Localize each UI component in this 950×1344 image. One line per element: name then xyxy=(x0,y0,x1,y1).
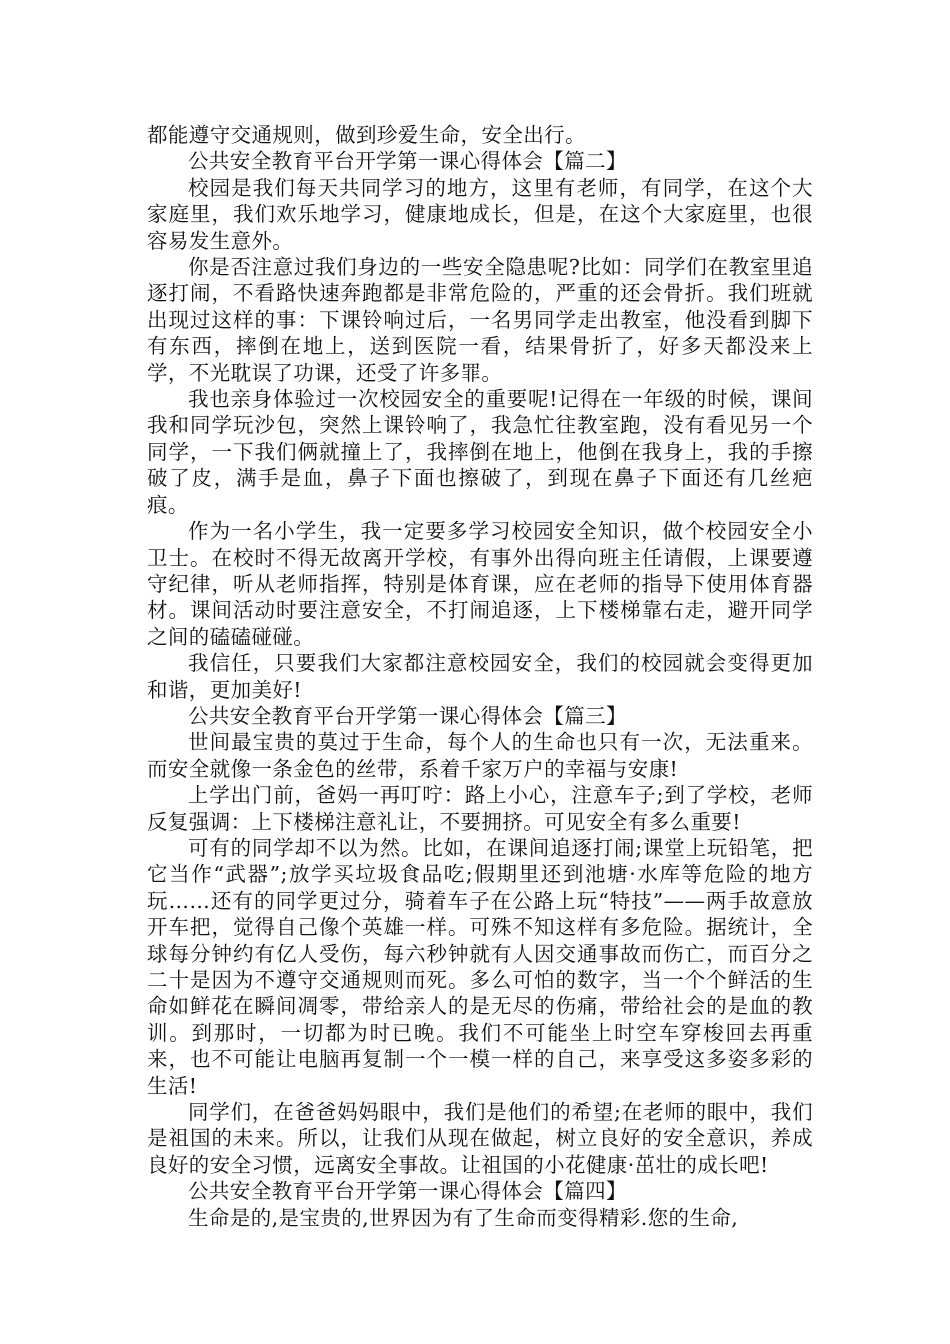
paragraph: 校园是我们每天共同学习的地方，这里有老师，有同学，在这个大家庭里，我们欢乐地学习，健康地成长，但是，在这个大家庭里，也很容易发生意外。 xyxy=(147,175,813,253)
paragraph: 世间最宝贵的莫过于生命，每个人的生命也只有一次，无法重来。而安全就像一条金色的丝带，系着千家万户的幸福与安康! xyxy=(147,730,813,781)
paragraph: 生命是的,是宝贵的,世界因为有了生命而变得精彩.您的生命, xyxy=(188,1205,739,1230)
document-body xyxy=(147,122,813,1231)
paragraph-continuation: 都能遵守交通规则，做到珍爱生命，安全出行。 xyxy=(147,123,586,147)
paragraph: 上学出门前，爸妈一再叮咛：路上小心，注意车子;到了学校，老师反复强调：上下楼梯注意礼让，不要拥挤。可见安全有多么重要! xyxy=(147,783,813,834)
paragraph: 我信任，只要我们大家都注意校园安全，我们的校园就会变得更加和谐，更加美好! xyxy=(147,651,813,702)
paragraph: 作为一名小学生，我一定要多学习校园安全知识，做个校园安全小卫士。在校时不得无故离开学校，有事外出得向班主任请假，上课要遵守纪律，听从老师指挥，特别是体育课，应在老师的指导下使用体育器材。课间活动时要注意安全，不打闹追逐，上下楼梯靠右走，避开同学之间的磕磕碰碰。 xyxy=(147,519,813,649)
paragraph: 同学们，在爸爸妈妈眼中，我们是他们的希望;在老师的眼中，我们是祖国的未来。所以，让我们从现在做起，树立良好的安全意识，养成良好的安全习惯，远离安全事故。让祖国的小花健康·茁壮的成长吧! xyxy=(147,1100,813,1177)
section-heading-part-three: 公共安全教育平台开学第一课心得体会【篇三】 xyxy=(188,703,627,728)
paragraph: 我也亲身体验过一次校园安全的重要呢!记得在一年级的时候，课间我和同学玩沙包，突然上课铃响了，我急忙往教室跑，没有看见另一个同学，一下我们俩就撞上了，我摔倒在地上，他倒在我身上，我的手擦破了皮，满手是血，鼻子下面也擦破了，到现在鼻子下面还有几丝疤痕。 xyxy=(147,387,813,517)
section-heading-part-two: 公共安全教育平台开学第一课心得体会【篇二】 xyxy=(188,149,627,174)
paragraph: 你是否注意过我们身边的一些安全隐患呢?比如：同学们在教室里追逐打闹，不看路快速奔跑都是非常危险的，严重的还会骨折。我们班就出现过这样的事：下课铃响过后，一名男同学走出教室，他没看到脚下有东西，摔倒在地上，送到医院一看，结果骨折了，好多天都没来上学，不光耽误了功课，还受了许多罪。 xyxy=(147,255,813,385)
paragraph: 可有的同学却不以为然。比如，在课间追逐打闹;课堂上玩铅笔，把它当作“武器”;放学买垃圾食品吃;假期里还到池塘·水库等危险的地方玩……还有的同学更过分，骑着车子在公路上玩“特技”——两手故意放开车把，觉得自己像个英雄一样。可殊不知这样有多危险。据统计，全球每分钟约有亿人受伤，每六秒钟就有人因交通事故而伤亡，而百分之二十是因为不遵守交通规则而死。多么可怕的数字，当一个个鲜活的生命如鲜花在瞬间凋零，带给亲人的是无尽的伤痛，带给社会的是血的教训。到那时，一切都为时已晚。我们不可能坐上时空车穿梭回去再重来，也不可能让电脑再复制一个一模一样的自己，来享受这多姿多彩的生活! xyxy=(147,835,813,1098)
section-heading-part-four: 公共安全教育平台开学第一课心得体会【篇四】 xyxy=(188,1179,627,1204)
